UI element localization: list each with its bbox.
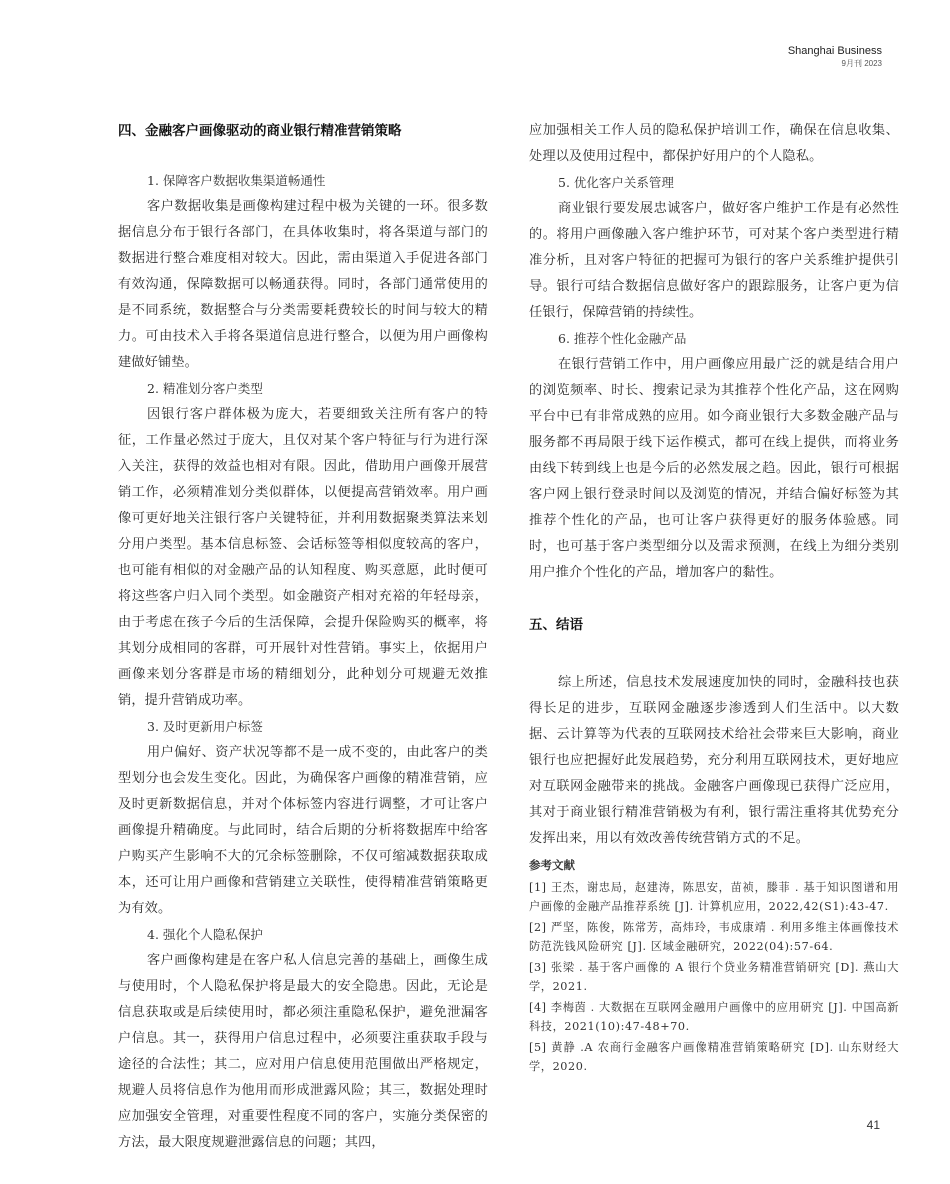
reference-item: [1] 王杰，谢忠局，赵建涛，陈思安，苗祯，滕菲 . 基于知识图谱和用户画像的金融产品推荐系统 [J]. 计算机应用，2022,42(S1):43-47.: [529, 881, 899, 913]
subsection-3-title: 3. 及时更新用户标签: [147, 719, 263, 734]
right-column: [529, 118, 899, 1078]
subsection-1-title: 1. 保障客户数据收集渠道畅通性: [147, 173, 326, 188]
left-column: [118, 118, 488, 1156]
reference-item: [5] 黄静 .A 农商行金融客户画像精准营销策略研究 [D]. 山东财经大学，2020.: [529, 1041, 899, 1073]
reference-item: [2] 严坚，陈俊，陈常芳，高炜玲，韦成康靖 . 利用多维主体画像技术防范洗钱风险研究 [J]. 区域金融研究，2022(04):57-64.: [529, 921, 899, 953]
subsection-5-title: 5. 优化客户关系管理: [558, 175, 674, 190]
subsection-3-paragraph: 用户偏好、资产状况等都不是一成不变的，由此客户的类型划分也会发生变化。因此，为确保客户画像的精准营销，应及时更新数据信息，并对个体标签内容进行调整，才可让客户画像提升精确度。与此同时，结合后期的分析将数据库中给客户购买产生影响不大的冗余标签删除，不仅可缩减数据获取成本，还可让用户画像和营销建立关联性，使得精准营销策略更为有效。: [118, 745, 488, 916]
subsection-6-title: 6. 推荐个性化金融产品: [558, 331, 687, 346]
journal-name: Shanghai Business: [787, 45, 882, 57]
subsection-4-title: 4. 强化个人隐私保护: [147, 927, 263, 942]
issue-date: 9月刊 2023: [841, 59, 882, 68]
subsection-1-paragraph: 客户数据收集是画像构建过程中极为关键的一环。很多数据信息分布于银行各部门，在具体收集时，将各渠道与部门的数据进行整合难度相对较大。因此，需由渠道入手促进各部门有效沟通，保障数据可以畅通获得。同时，各部门通常使用的是不同系统，数据整合与分类需要耗费较长的时间与较大的精力。可由技术入手将各渠道信息进行整合，以便为用户画像构建做好铺垫。: [118, 199, 488, 370]
subsection-5-paragraph: 商业银行要发展忠诚客户，做好客户维护工作是有必然性的。将用户画像融入客户维护环节，可对某个客户类型进行精准分析，且对客户特征的把握可为银行的客户关系维护提供引导。银行可结合数据信息做好客户的跟踪服务，让客户更为信任银行，保障营销的持续性。: [529, 201, 899, 320]
reference-item: [4] 李梅茵 . 大数据在互联网金融用户画像中的应用研究 [J]. 中国高新科技，2021(10):47-48+70.: [529, 1001, 899, 1033]
conclusion-title: 五、结语: [529, 617, 583, 633]
subsection-6-paragraph: 在银行营销工作中，用户画像应用最广泛的就是结合用户的浏览频率、时长、搜索记录为其推荐个性化产品，这在网购平台中已有非常成熟的应用。如今商业银行大多数金融产品与服务都不再局限于线下运作模式，都可在线上提供，而将业务由线下转到线上也是今后的必然发展之趋。因此，银行可根据客户网上银行登录时间以及浏览的情况，并结合偏好标签为其推荐个性化的产品，也可让客户获得更好的服务体验感。同时，也可基于客户类型细分以及需求预测，在线上为细分类别用户推介个性化的产品，增加客户的黏性。: [529, 357, 899, 580]
conclusion-paragraph: 综上所述，信息技术发展速度加快的同时，金融科技也获得长足的进步，互联网金融逐步渗透到人们生活中。以大数据、云计算等为代表的互联网技术给社会带来巨大影响，商业银行也应把握好此发展趋势，充分利用互联网技术，更好地应对互联网金融带来的挑战。金融客户画像现已获得广泛应用，其对于商业银行精准营销极为有利，银行需注重将其优势充分发挥出来，用以有效改善传统营销方式的不足。: [529, 675, 899, 846]
page-number: 41: [866, 1118, 880, 1132]
section-four-title: 四、金融客户画像驱动的商业银行精准营销策略: [118, 123, 402, 139]
subsection-4-paragraph: 客户画像构建是在客户私人信息完善的基础上，画像生成与使用时，个人隐私保护将是最大的安全隐患。因此，无论是信息获取或是后续使用时，都必须注重隐私保护，避免泄漏客户信息。其一，获得用户信息过程中，必须要注重获取手段与途径的合法性；其二，应对用户信息使用范围做出严格规定，规避人员将信息作为他用而形成泄露风险；其三，数据处理时应加强安全管理，对重要性程度不同的客户，实施分类保密的方法，最大限度规避泄露信息的问题；其四，: [118, 953, 488, 1150]
references-title: 参考文献: [529, 858, 575, 872]
reference-list: [529, 878, 899, 1076]
journal-masthead: [788, 44, 882, 69]
reference-item: [3] 张梁 . 基于客户画像的 A 银行个贷业务精准营销研究 [D]. 燕山大学，2021.: [529, 961, 899, 993]
subsection-2-paragraph: 因银行客户群体极为庞大，若要细致关注所有客户的特征，工作量必然过于庞大，且仅对某个客户特征与行为进行深入关注，获得的效益也相对有限。因此，借助用户画像开展营销工作，必须精准划分类似群体，以便提高营销效率。用户画像可更好地关注银行客户关键特征，并利用数据聚类算法来划分用户类型。基本信息标签、会话标签等相似度较高的客户，也可能有相似的对金融产品的认知程度、购买意愿，此时便可将这些客户归入同个类型。如金融资产相对充裕的年轻母亲，由于考虑在孩子今后的生活保障，会提升保险购买的概率，将其划分成相同的客群，可开展针对性营销。事实上，依据用户画像来划分客群是市场的精细划分，此种划分可规避无效推销，提升营销成功率。: [118, 407, 488, 708]
subsection-4-continuation: 应加强相关工作人员的隐私保护培训工作，确保在信息收集、处理以及使用过程中，都保护好用户的个人隐私。: [529, 123, 899, 164]
subsection-2-title: 2. 精准划分客户类型: [147, 381, 263, 396]
